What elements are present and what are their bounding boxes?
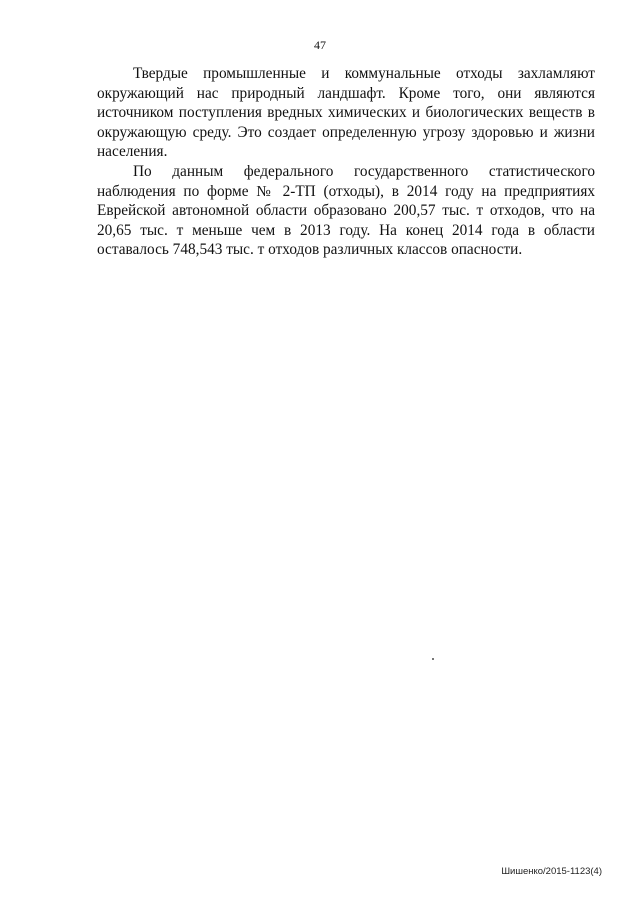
paragraph-waste-impact: Твердые промышленные и коммунальные отходы захламляют окружающий нас природный ландшафт. Кроме того, они являются источником поступления вредных химических и биологических веществ в окружающую среду. Это создает определенную угрозу здоровью и жизни населения. bbox=[97, 65, 595, 161]
paragraph-waste-statistics: По данным федерального государственного статистического наблюдения по форме № 2-ТП (отходы), в 2014 году на предприятиях Еврейской автономной области образовано 200,57 тыс. т отходов, что на 20,65 тыс. т меньше чем в 2013 году. На конец 2014 года в области оставалось 748,543 тыс. т отходов различных классов опасности. bbox=[97, 162, 595, 259]
page-number: 47 bbox=[314, 38, 326, 52]
scan-speck bbox=[432, 658, 434, 660]
body-text bbox=[97, 64, 595, 260]
footer-document-code: Шишенко/2015-1123(4) bbox=[501, 866, 602, 877]
